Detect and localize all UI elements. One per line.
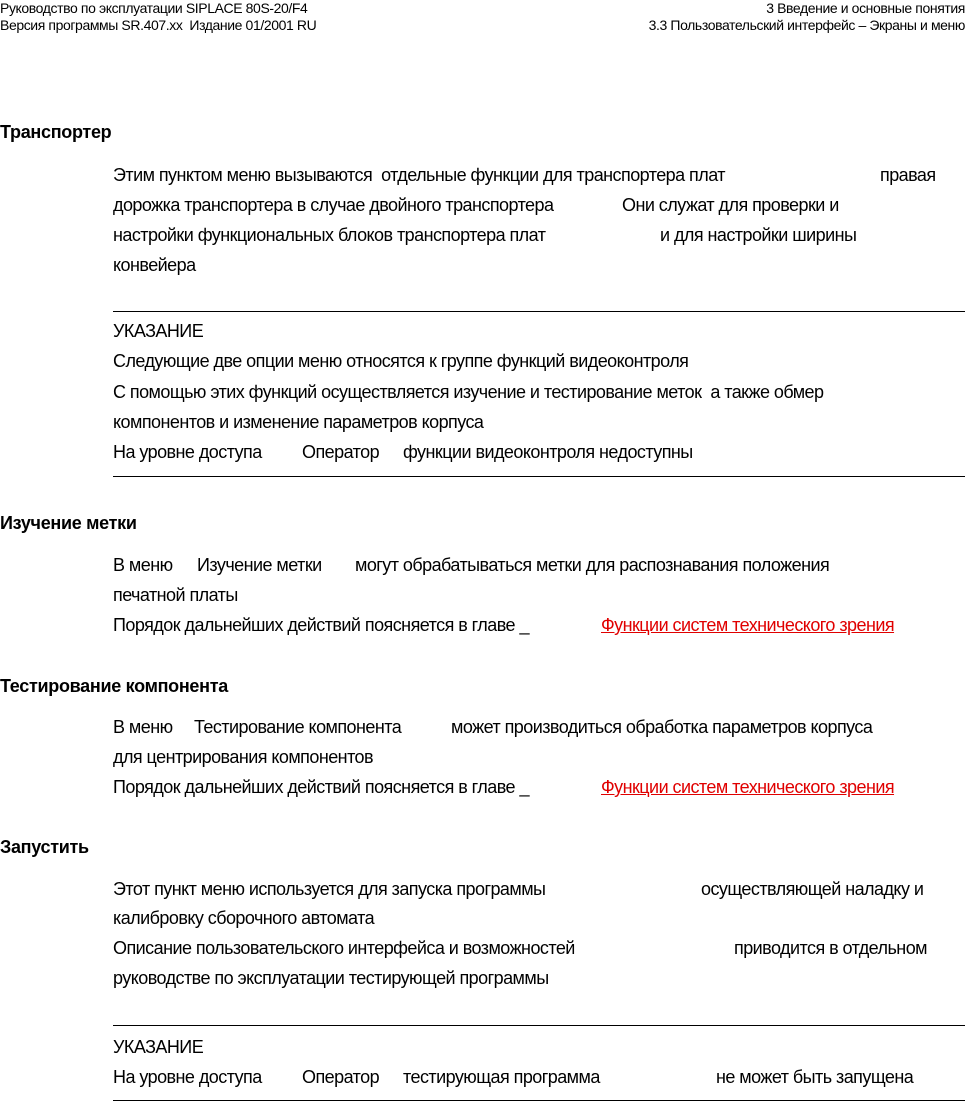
note-line: С помощью этих функций осуществляется изучение и тестирование меток а также обмер [113, 382, 824, 402]
vision-functions-link[interactable]: Функции систем технического зрения [601, 615, 895, 635]
paragraph-line: Этим пунктом меню вызываются отдельные функции для транспортера плат [113, 165, 725, 185]
paragraph-line: калибровку сборочного автомата [113, 908, 375, 928]
header-section: 3.3 Пользовательский интерфейс – Экраны и меню [648, 17, 965, 33]
header-chapter: 3 Введение и основные понятия [766, 0, 965, 16]
heading-mark-learning: Изучение метки [0, 513, 137, 533]
paragraph-line: В меню [113, 555, 173, 575]
note-divider [113, 476, 965, 477]
paragraph-line: Порядок дальнейших действий поясняется в главе _ [113, 615, 529, 635]
paragraph-line: могут обрабатываться метки для распознавания положения [355, 555, 830, 575]
paragraph-line: печатной платы [113, 585, 238, 605]
heading-run: Запустить [0, 837, 89, 857]
paragraph-line: конвейера [113, 255, 196, 275]
paragraph-line: и для настройки ширины [660, 225, 857, 245]
paragraph-line: дорожка транспортера в случае двойного транспортера [113, 195, 554, 215]
note-divider [113, 1100, 965, 1101]
paragraph-line: Описание пользовательского интерфейса и возможностей [113, 938, 575, 958]
note-line: тестирующая программа [403, 1067, 600, 1087]
paragraph-line: приводится в отдельном [734, 938, 927, 958]
note-line: компонентов и изменение параметров корпуса [113, 412, 484, 432]
paragraph-line: Они служат для проверки и [622, 195, 839, 215]
note-line: На уровне доступа [113, 1067, 262, 1087]
header-version: Версия программы SR.407.xx Издание 01/2001 RU [0, 17, 317, 33]
note-title: УКАЗАНИЕ [113, 321, 204, 341]
paragraph-line: В меню [113, 717, 173, 737]
paragraph-line: правая [880, 165, 936, 185]
paragraph-line: Тестирование компонента [194, 717, 402, 737]
header-manual-title: Руководство по эксплуатации SIPLACE 80S-20/F4 [0, 0, 308, 16]
note-title: УКАЗАНИЕ [113, 1037, 204, 1057]
paragraph-line: Изучение метки [197, 555, 322, 575]
note-line: функции видеоконтроля недоступны [403, 442, 693, 462]
paragraph-line: Этот пункт меню используется для запуска программы [113, 879, 546, 899]
heading-transporter: Транспортер [0, 122, 112, 142]
paragraph-line: для центрирования компонентов [113, 747, 374, 767]
paragraph-line: осуществляющей наладку и [701, 879, 924, 899]
paragraph-line: настройки функциональных блоков транспортера плат [113, 225, 546, 245]
note-line: Следующие две опции меню относятся к группе функций видеоконтроля [113, 351, 689, 371]
note-line: На уровне доступа [113, 442, 262, 462]
note-divider [113, 1025, 965, 1026]
paragraph-line: руководстве по эксплуатации тестирующей программы [113, 968, 549, 988]
note-line: Оператор [302, 1067, 380, 1087]
note-line: не может быть запущена [716, 1067, 914, 1087]
heading-component-test: Тестирование компонента [0, 676, 228, 696]
paragraph-line: Порядок дальнейших действий поясняется в главе _ [113, 777, 529, 797]
vision-functions-link[interactable]: Функции систем технического зрения [601, 777, 895, 797]
note-line: Оператор [302, 442, 380, 462]
paragraph-line: может производиться обработка параметров корпуса [451, 717, 873, 737]
note-divider [113, 311, 965, 312]
